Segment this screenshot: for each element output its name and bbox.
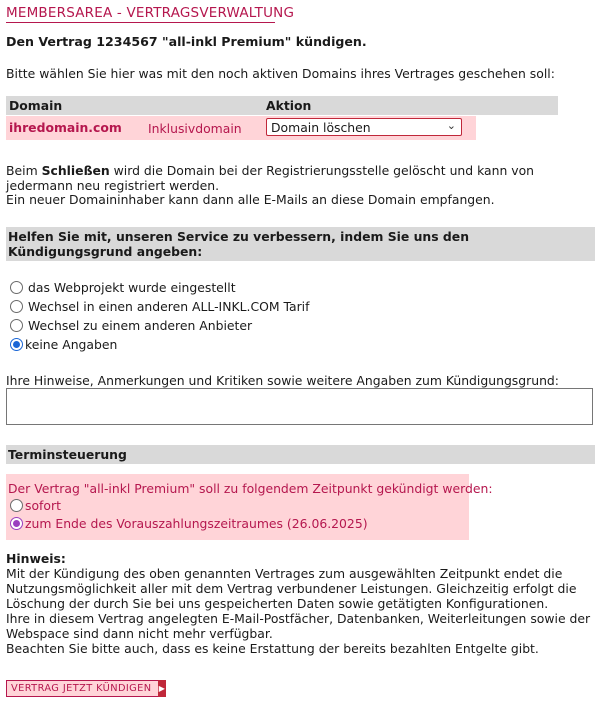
reason-option-4[interactable]: [10, 337, 309, 356]
scheduling-box: [6, 474, 493, 540]
page-title: MEMBERSAREA - VERTRAGSVERWALTUNG: [6, 5, 295, 21]
radio-button[interactable]: [10, 281, 23, 294]
hint-line: Löschung der durch Sie bei uns gespeicherten Daten sowie getätigten Konfigurationen.: [6, 596, 549, 611]
domain-type: Inklusivdomain: [148, 121, 242, 136]
hint-line: Webspace sind dann nicht mehr verfügbar.: [6, 626, 273, 641]
hint-block: [6, 551, 595, 656]
reason-option-2[interactable]: [10, 299, 309, 318]
feedback-heading: Helfen Sie mit, unseren Service zu verbessern, indem Sie uns den Kündigungsgrund angeben:: [6, 227, 595, 261]
close-info-text: [6, 164, 534, 208]
close-info-line2: jedermann neu registriert werden.: [6, 177, 220, 193]
domain-action-value: Domain löschen: [271, 120, 371, 135]
close-info-line3: Ein neuer Domaininhaber kann dann alle E-Mails an diese Domain empfangen.: [6, 192, 495, 208]
close-info-prefix: Beim: [6, 163, 42, 178]
radio-button[interactable]: [10, 300, 23, 313]
radio-button-checked[interactable]: [10, 338, 23, 351]
reason-option-3[interactable]: [10, 318, 309, 337]
arrow-right-icon: ▶: [158, 680, 166, 697]
reason-radio-group: [10, 280, 309, 356]
domain-column-header: Domain: [9, 98, 63, 113]
reason-option-label: Wechsel in einen anderen ALL-INKL.COM Tarif: [28, 299, 310, 314]
hint-line: Ihre in diesem Vertrag angelegten E-Mail-Postfächer, Datenbanken, Weiterleitungen sowie der: [6, 611, 591, 626]
radio-button[interactable]: [10, 499, 23, 512]
reason-option-label: das Webprojekt wurde eingestellt: [28, 280, 236, 295]
radio-button-checked[interactable]: [10, 517, 23, 530]
schedule-option-end-label: zum Ende des Vorauszahlungszeitraumes (26.06.2025): [25, 516, 368, 531]
cancel-contract-button[interactable]: [6, 680, 166, 697]
reason-option-label: Wechsel zu einem anderen Anbieter: [28, 318, 253, 333]
domain-action-select[interactable]: [266, 118, 462, 136]
comments-label: Ihre Hinweise, Anmerkungen und Kritiken sowie weitere Angaben zum Kündigungsgrund:: [6, 373, 559, 388]
schedule-option-end[interactable]: [10, 516, 368, 531]
radio-button[interactable]: [10, 319, 23, 332]
schedule-option-now[interactable]: [10, 498, 61, 513]
comments-textarea[interactable]: [6, 388, 593, 425]
hint-label: Hinweis:: [6, 551, 66, 566]
cancel-contract-label: VERTRAG JETZT KÜNDIGEN: [11, 683, 152, 694]
hint-line: Nutzungsmöglichkeit aller mit dem Vertrag verbundener Leistungen. Gleichzeitig erfolgt die: [6, 581, 577, 596]
scheduling-heading: Terminsteuerung: [6, 445, 595, 464]
hint-line: Mit der Kündigung des oben genannten Vertrages zum ausgewählten Zeitpunkt endet die: [6, 566, 563, 581]
schedule-option-now-label: sofort: [25, 498, 61, 513]
domain-intro-text: Bitte wählen Sie hier was mit den noch aktiven Domains ihres Vertrages geschehen soll:: [6, 66, 555, 81]
chevron-down-icon: ⌄: [446, 119, 456, 132]
action-column-header: Aktion: [266, 98, 312, 113]
reason-option-label: keine Angaben: [25, 337, 118, 352]
domain-name: ihredomain.com: [9, 120, 122, 135]
table-row: [6, 116, 476, 140]
contract-heading: Den Vertrag 1234567 "all-inkl Premium" kündigen.: [6, 34, 367, 49]
domain-table: [6, 96, 558, 140]
scheduling-question: Der Vertrag "all-inkl Premium" soll zu folgendem Zeitpunkt gekündigt werden:: [8, 481, 493, 496]
reason-option-1[interactable]: [10, 280, 309, 299]
hint-line: Beachten Sie bitte auch, dass es keine Erstattung der bereits bezahlten Entgelte gibt.: [6, 641, 539, 656]
domain-table-header: [6, 96, 558, 115]
close-info-line1: wird die Domain bei der Registrierungsstelle gelöscht und kann von: [109, 163, 535, 178]
close-info-bold: Schließen: [41, 163, 110, 178]
